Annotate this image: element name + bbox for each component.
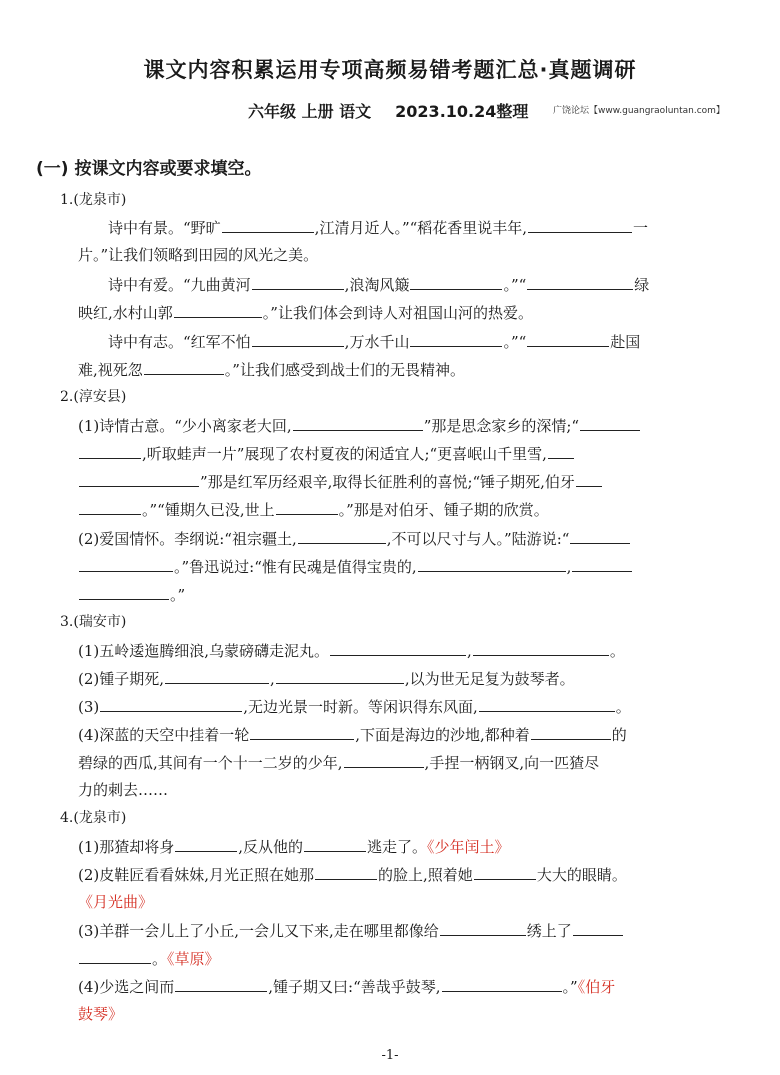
q4-text: ,锺子期又曰:“善哉乎鼓琴,	[268, 978, 441, 996]
q3-line-2	[78, 668, 575, 689]
answer-blank[interactable]	[315, 864, 377, 880]
answer-blank[interactable]	[175, 976, 267, 992]
q2-text: ,不可以尺寸与人。”陆游说:“	[386, 530, 570, 548]
q3-text: ,以为世无足复为鼓琴者。	[404, 670, 575, 688]
answer-blank[interactable]	[570, 528, 630, 544]
q4-text: 逃走了。	[367, 838, 428, 856]
q2-line-2	[78, 443, 575, 464]
q4-text: 的脸上,照着她	[378, 866, 473, 884]
answer-blank[interactable]	[79, 499, 141, 515]
q3-line-1	[78, 640, 625, 661]
q2-line-5	[78, 528, 631, 549]
q3-text: ,无边光景一时新。等闲识得东风面,	[243, 698, 478, 716]
answer-blank[interactable]	[304, 836, 366, 852]
q2-text: 。”鲁迅说过:“惟有民魂是值得宝贵的,	[174, 558, 417, 576]
q2-text: (1)诗情古意。“少小离家老大回,	[78, 417, 292, 435]
q2-line-1	[78, 415, 641, 436]
question-3-heading: 3.(瑞安市)	[60, 614, 127, 630]
q1-text: 。”让我们感受到战士们的无畏精神。	[224, 361, 465, 379]
answer-blank[interactable]	[79, 556, 173, 572]
page-subtitle	[248, 99, 528, 122]
q2-line-7	[78, 584, 185, 605]
q2-line-3	[78, 471, 603, 492]
question-1-heading: 1.(龙泉市)	[60, 192, 127, 208]
answer-blank[interactable]	[298, 528, 386, 544]
q1-text: 映红,水村山郭	[78, 304, 173, 322]
source-label: 鼓琴》	[78, 1005, 124, 1023]
answer-blank[interactable]	[527, 331, 609, 347]
answer-blank[interactable]	[528, 217, 632, 233]
q1-text: 绿	[634, 276, 650, 294]
q3-text: 。	[609, 642, 625, 660]
q2-text: ”那是思念家乡的深情;“	[423, 417, 580, 435]
grade-subject: 六年级 上册 语文	[248, 102, 372, 121]
q2-text: 。”“锺期久已没,世上	[142, 501, 275, 519]
q4-text: (3)羊群一会儿上了小丘,一会儿又下来,走在哪里都像给	[78, 922, 439, 940]
answer-blank[interactable]	[572, 556, 632, 572]
q3-text: 。	[615, 698, 631, 716]
q4-line-1	[78, 836, 510, 857]
answer-blank[interactable]	[531, 724, 611, 740]
answer-blank[interactable]	[222, 217, 314, 233]
answer-blank[interactable]	[252, 274, 344, 290]
q1-line-3	[108, 274, 649, 295]
q3-text: ,手捏一柄钢叉,向一匹猹尽	[424, 754, 600, 772]
q1-line-4	[78, 302, 533, 323]
q3-line-3	[78, 696, 631, 717]
q3-text: ,	[467, 642, 472, 660]
q4-text: 大大的眼睛。	[536, 866, 627, 884]
answer-blank[interactable]	[410, 331, 502, 347]
answer-blank[interactable]	[276, 668, 404, 684]
q1-line-5	[108, 331, 640, 352]
source-label: 《草原》	[167, 950, 220, 968]
answer-blank[interactable]	[252, 331, 344, 347]
q1-line-2: 片。”让我们领略到田园的风光之美。	[78, 246, 319, 264]
q4-text: 。	[152, 950, 168, 968]
answer-blank[interactable]	[175, 836, 237, 852]
answer-blank[interactable]	[473, 640, 609, 656]
answer-blank[interactable]	[79, 443, 141, 459]
answer-blank[interactable]	[100, 696, 242, 712]
answer-blank[interactable]	[474, 864, 536, 880]
q2-text: ”那是红军历经艰辛,取得长征胜利的喜悦;“锤子期死,伯牙	[200, 473, 575, 491]
answer-blank[interactable]	[79, 948, 151, 964]
q4-line-2	[78, 864, 627, 885]
q2-text: 。”	[170, 586, 186, 604]
answer-blank[interactable]	[330, 640, 466, 656]
q1-line-1	[108, 217, 648, 238]
q1-text: 难,视死忽	[78, 361, 143, 379]
q2-text: ,听取蛙声一片”展现了农村夏夜的闲适宜人;“更喜岷山千里雪,	[142, 445, 547, 463]
q2-line-6	[78, 556, 633, 577]
q3-line-4	[78, 724, 627, 745]
source-label: 《伯牙	[577, 978, 616, 996]
answer-blank[interactable]	[576, 471, 602, 487]
answer-blank[interactable]	[440, 920, 526, 936]
q3-text: (1)五岭逶迤腾细浪,乌蒙磅礴走泥丸。	[78, 642, 330, 660]
answer-blank[interactable]	[580, 415, 640, 431]
q1-text: ,万水千山	[344, 333, 410, 351]
q3-line-5	[78, 752, 599, 773]
answer-blank[interactable]	[250, 724, 354, 740]
page-number: -1-	[381, 1048, 399, 1063]
q4-text: ,反从他的	[238, 838, 304, 856]
source-label: 《少年闰土》	[427, 838, 510, 856]
q1-text: 一	[633, 219, 649, 237]
answer-blank[interactable]	[165, 668, 269, 684]
answer-blank[interactable]	[548, 443, 574, 459]
answer-blank[interactable]	[344, 752, 424, 768]
q1-text: 赴国	[610, 333, 641, 351]
page-title: 课文内容积累运用专项高频易错考题汇总·真题调研	[143, 58, 637, 82]
q1-text: 诗中有景。“野旷	[108, 219, 221, 237]
q3-text: (4)深蓝的天空中挂着一轮	[78, 726, 250, 744]
answer-blank[interactable]	[276, 499, 338, 515]
answer-blank[interactable]	[79, 471, 199, 487]
q2-line-4	[78, 499, 549, 520]
q4-text: (4)少选之间而	[78, 978, 175, 996]
answer-blank[interactable]	[479, 696, 615, 712]
q3-text: ,	[270, 670, 275, 688]
q1-text: 诗中有爱。“九曲黄河	[108, 276, 251, 294]
q4-text: 。”	[562, 978, 578, 996]
q2-text: 。”那是对伯牙、锺子期的欣赏。	[338, 501, 549, 519]
q3-text: (2)锺子期死,	[78, 670, 165, 688]
q4-text: 绣上了	[526, 922, 572, 940]
q4-text: (1)那猹却将身	[78, 838, 175, 856]
answer-blank[interactable]	[442, 976, 562, 992]
question-4-heading: 4.(龙泉市)	[60, 810, 127, 826]
site-credit: 广饶论坛【www.guangraoluntan.com】	[553, 106, 725, 116]
q3-text: 的	[611, 726, 627, 744]
q2-text: (2)爱国情怀。李纲说:“祖宗疆土,	[78, 530, 297, 548]
q4-text: (2)皮鞋匠看看妹妹,月光正照在她那	[78, 866, 315, 884]
question-2-heading: 2.(淳安县)	[60, 389, 127, 405]
q3-line-6: 力的刺去……	[78, 781, 169, 799]
q1-text: 诗中有志。“红军不怕	[108, 333, 251, 351]
q1-text: 。”让我们体会到诗人对祖国山河的热爱。	[262, 304, 533, 322]
q1-text: 。”“	[503, 276, 527, 294]
q3-text: 碧绿的西瓜,其间有一个十一二岁的少年,	[78, 754, 343, 772]
answer-blank[interactable]	[573, 920, 623, 936]
q4-line-4	[78, 920, 624, 941]
answer-blank[interactable]	[79, 584, 169, 600]
answer-blank[interactable]	[527, 274, 633, 290]
q1-text: 。”“	[503, 333, 527, 351]
answer-blank[interactable]	[418, 556, 566, 572]
q3-text: (3)	[78, 698, 100, 716]
q1-text: ,浪淘风簸	[344, 276, 410, 294]
q1-text: ,江清月近人。”“稻花香里说丰年,	[314, 219, 528, 237]
q4-line-5	[78, 948, 220, 969]
q4-line-6	[78, 976, 615, 997]
answer-blank[interactable]	[174, 302, 262, 318]
answer-blank[interactable]	[410, 274, 502, 290]
section-heading: (一) 按课文内容或要求填空。	[36, 159, 262, 179]
q2-text: ,	[566, 558, 572, 576]
answer-blank[interactable]	[144, 359, 224, 375]
source-label: 《月光曲》	[78, 893, 154, 911]
q3-text: ,下面是海边的沙地,都种着	[355, 726, 530, 744]
compile-date: 2023.10.24整理	[395, 102, 529, 121]
answer-blank[interactable]	[293, 415, 423, 431]
q1-line-6	[78, 359, 465, 380]
